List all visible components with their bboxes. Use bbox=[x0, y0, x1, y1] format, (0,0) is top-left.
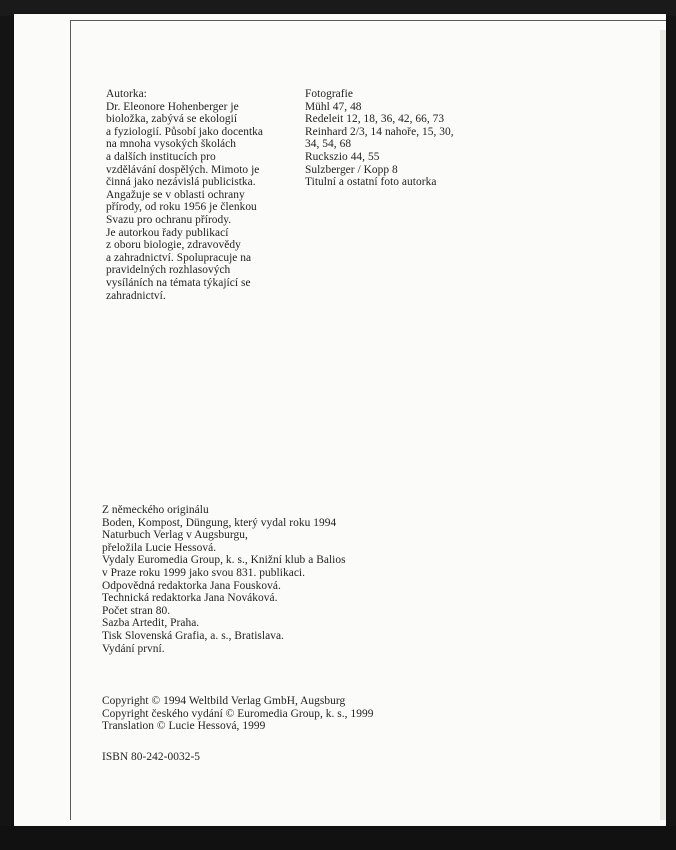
publication-line: Boden, Kompost, Düngung, který vydal roku 1994 bbox=[102, 516, 337, 529]
page-top-rule bbox=[70, 20, 666, 21]
photo-credit-line: Titulní a ostatní foto autorka bbox=[305, 176, 437, 189]
author-line: činná jako nezávislá publicistka. bbox=[106, 176, 256, 189]
publication-line: přeložila Lucie Hessová. bbox=[102, 541, 217, 554]
photo-credit-line: 34, 54, 68 bbox=[305, 138, 352, 151]
author-line: Je autorkou řady publikací bbox=[106, 226, 229, 239]
author-line: a zahradnictví. Spolupracuje na bbox=[106, 251, 252, 264]
author-line: z oboru biologie, zdravovědy bbox=[106, 239, 241, 252]
book-page bbox=[14, 14, 666, 826]
photo-credit-line: Ruckszio 44, 55 bbox=[305, 150, 380, 163]
author-line: na mnoha vysokých školách bbox=[106, 138, 237, 151]
publication-line: Vydání první. bbox=[102, 642, 165, 655]
publication-info-block bbox=[102, 504, 346, 655]
copyright-line: Copyright © 1994 Weltbild Verlag GmbH, Augsburg bbox=[102, 695, 346, 707]
publication-line: Z německého originálu bbox=[102, 504, 209, 516]
publication-line: v Praze roku 1999 jako svou 831. publikaci. bbox=[102, 566, 306, 579]
scan-edge-bottom bbox=[0, 826, 676, 850]
author-line: vzdělávání dospělých. Mimoto je bbox=[106, 163, 260, 176]
photo-credit-line: Fotografie bbox=[305, 88, 353, 100]
author-line: a fyziologií. Působí jako docentka bbox=[106, 125, 264, 138]
copyright-line: Translation © Lucie Hessová, 1999 bbox=[102, 720, 266, 733]
author-line: Dr. Eleonore Hohenberger je bbox=[106, 100, 239, 113]
author-line: vysíláních na témata týkající se bbox=[106, 276, 251, 289]
isbn-block bbox=[102, 751, 200, 764]
publication-line: Počet stran 80. bbox=[102, 604, 171, 617]
copyright-block bbox=[102, 695, 373, 733]
publication-line: Technická redaktorka Jana Nováková. bbox=[102, 592, 278, 605]
page-left-rule bbox=[70, 20, 71, 820]
photo-credit-line: Reinhard 2/3, 14 nahoře, 15, 30, bbox=[305, 125, 454, 138]
author-line: Svazu pro ochranu přírody. bbox=[106, 213, 232, 226]
author-line: pravidelných rozhlasových bbox=[106, 264, 231, 277]
photo-credit-line: Sulzberger / Kopp 8 bbox=[305, 163, 398, 176]
publication-line: Tisk Slovenská Grafia, a. s., Bratislava. bbox=[102, 629, 284, 642]
photo-credits-block bbox=[305, 88, 454, 189]
author-line: bioložka, zabývá se ekologií bbox=[106, 113, 238, 126]
publication-line: Sazba Artedit, Praha. bbox=[102, 617, 200, 630]
author-line: zahradnictví. bbox=[106, 289, 166, 302]
photo-credit-line: Mühl 47, 48 bbox=[305, 100, 362, 113]
author-line: přírody, od roku 1956 je členkou bbox=[106, 201, 257, 214]
isbn-line: ISBN 80-242-0032-5 bbox=[102, 751, 201, 763]
publication-line: Naturbuch Verlag v Augsburgu, bbox=[102, 529, 248, 542]
author-line: Autorka: bbox=[106, 88, 147, 100]
author-line: Angažuje se v oblasti ochrany bbox=[106, 188, 245, 201]
page-edge bbox=[660, 30, 666, 820]
author-line: a dalších institucích pro bbox=[106, 150, 216, 163]
photo-credit-line: Redeleit 12, 18, 36, 42, 66, 73 bbox=[305, 113, 445, 126]
author-bio-block bbox=[106, 88, 263, 302]
publication-line: Odpovědná redaktorka Jana Fousková. bbox=[102, 579, 281, 592]
copyright-line: Copyright českého vydání © Euromedia Group, k. s., 1999 bbox=[102, 707, 374, 720]
publication-line: Vydaly Euromedia Group, k. s., Knižní klub a Balios bbox=[102, 554, 346, 567]
